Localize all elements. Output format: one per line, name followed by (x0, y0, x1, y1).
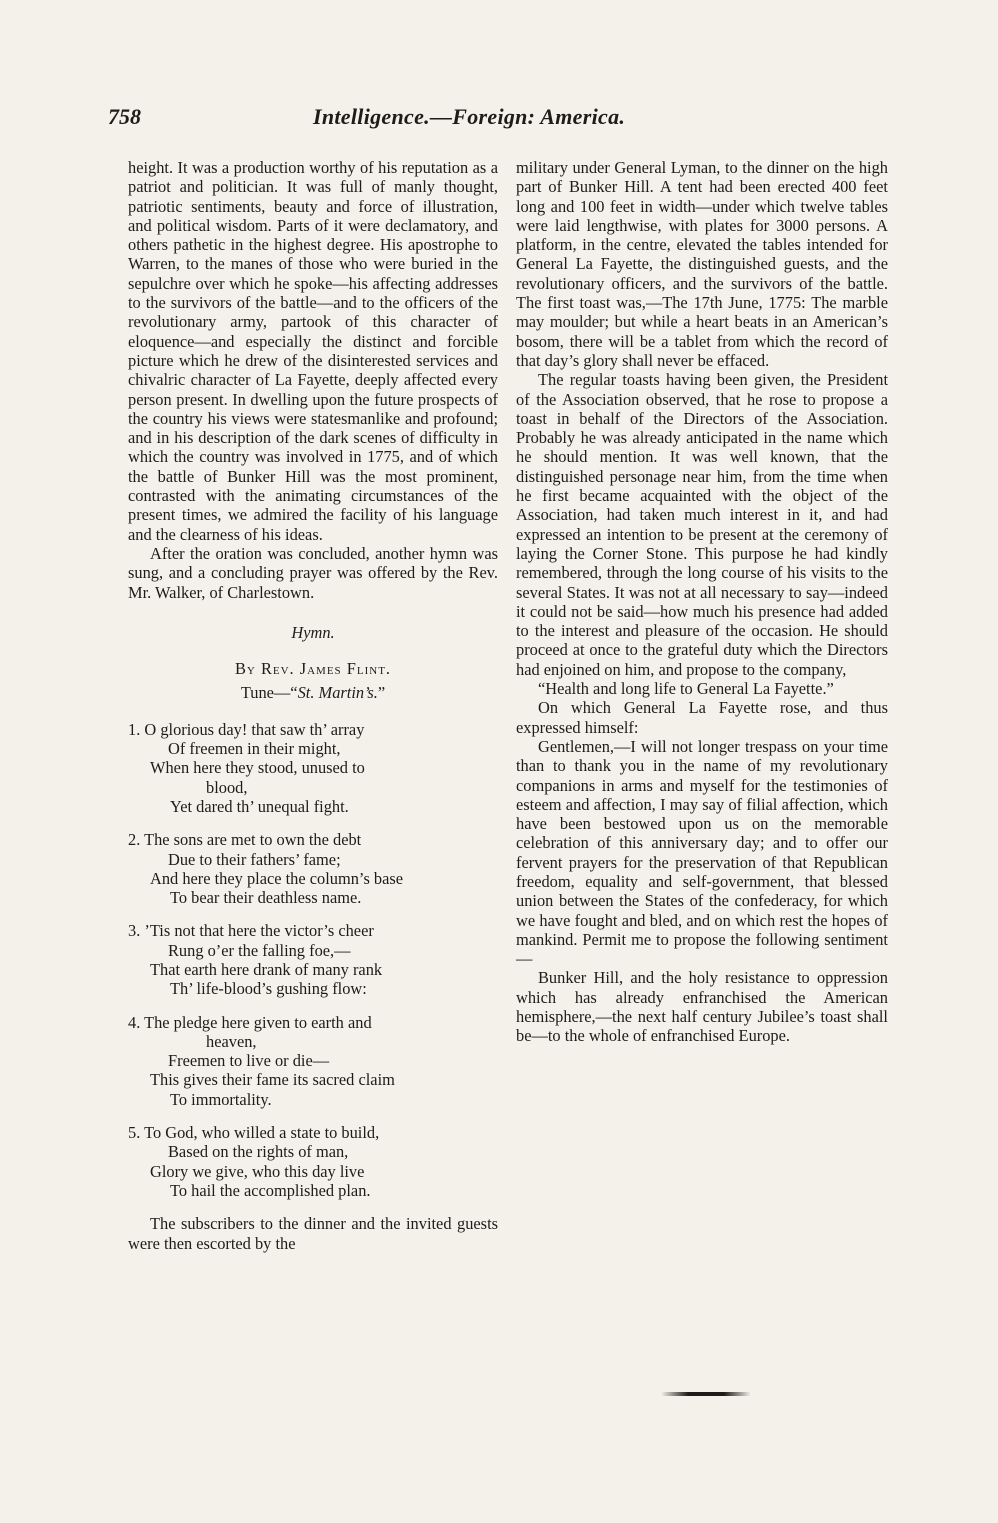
stanza-line: 1. O glorious day! that saw th’ array (128, 719, 365, 739)
hymn-author: By Rev. James Flint. (234, 659, 392, 679)
closing-rule (661, 1392, 751, 1396)
stanza-line: To hail the accomplished plan. (170, 1180, 371, 1200)
stanza-line: Due to their fathers’ fame; (168, 849, 341, 869)
stanza-line: Th’ life-blood’s gushing flow: (170, 979, 367, 999)
hymn-stanza-4 (128, 1013, 498, 1109)
stanza-line: 4. The pledge here given to earth and (128, 1012, 372, 1032)
hymn-stanza-3 (128, 921, 498, 998)
stanza-line: Of freemen in their might, (168, 739, 341, 759)
stanza-line: Based on the rights of man, (168, 1142, 349, 1162)
sentiment-paragraph: Bunker Hill, and the holy resistance to oppression which has already enfranchised the American hemisphere,—the next half century Jubilee’s toast shall be—to the whole of enfranchised Europe. (516, 968, 888, 1046)
page-number: 758 (108, 104, 141, 129)
dinner-paragraph: military under General Lyman, to the dinner on the high part of Bunker Hill. A tent had been erected 400 feet long and 100 feet in width—under which twelve tables were laid lengthwise, with plates for 3000 persons. A platform, in the centre, elevated the tables intended for General La Fayette, the distinguished guests, and the revolutionary officers, and the survivors of the battle. The first toast was,—The 17th June, 1775: The marble may moulder; but while a heart beats in an American’s bosom, there will be a tablet from which the record of that day’s glory shall never be effaced. (516, 158, 888, 370)
stanza-line: Glory we give, who this day live (150, 1161, 365, 1181)
stanza-line: To immortality. (170, 1089, 272, 1109)
oration-paragraph: height. It was a production worthy of his reputation as a patriot and politician. It was full of manly thought, patriotic sentiments, beauty and force of illustration, and political wisdom. Parts of it were declamatory, and others pathetic in the highest degree. His apostrophe to Warren, to the manes of those who were buried in the sepulchre over which he spoke—his affecting addresses to the survivors of the battle—and to the officers of the revolutionary army, partook of this character of eloquence—and especially the distinct and forcible picture which he drew of the disinterested services and chivalric character of La Fayette, deeply affected every person present. In dwelling upon the future prospects of the country his views were statesmanlike and profound; and in his description of the dark scenes of difficulty in which the country was involved in 1775, and of which the battle of Bunker Hill was the most prominent, contrasted with the animating circumstances of the present times, we admired the facility of his language and the clearness of his ideas. (128, 158, 498, 544)
stanza-line: 3. ’Tis not that here the victor’s cheer (128, 921, 374, 941)
subscribers-paragraph: The subscribers to the dinner and the invited guests were then escorted by the (128, 1214, 498, 1253)
hymn-title: Hymn. (291, 622, 335, 642)
stanza-line: When here they stood, unused to (150, 758, 365, 778)
hymn-tune-suffix: ” (377, 683, 386, 703)
stanza-line: That earth here drank of many rank (150, 959, 383, 979)
page-header (108, 104, 883, 144)
toast-paragraph: “Health and long life to General La Fayette.” (538, 679, 834, 699)
hymn-tune-name: St. Martin’s. (297, 683, 378, 703)
stanza-line: Rung o’er the falling foe,— (168, 940, 351, 960)
stanza-line: 2. The sons are met to own the debt (128, 830, 362, 850)
stanza-line: 5. To God, who willed a state to build, (128, 1123, 380, 1143)
right-column (516, 158, 888, 1046)
hymn-stanza-5 (128, 1123, 498, 1200)
hymn-tune-prefix: Tune—“ (240, 683, 298, 703)
stanza-line: heaven, (206, 1031, 257, 1051)
running-head: Intelligence.—Foreign: America. (313, 104, 626, 129)
lafayette-speech-paragraph: Gentlemen,—I will not longer trespass on your time than to thank you in the name of my revolutionary companions in arms and myself for the testimonies of esteem and affection, I may say of filial affection, which have been bestowed upon us on the memorable celebration of this anniversary day; and to offer our fervent prayers for the preservation of that Republican freedom, equality and self-government, that blessed union between the States of the confederacy, for which we have fought and bled, and on which rest the hopes of mankind. Permit me to propose the following sentiment— (516, 736, 888, 969)
stanza-line: This gives their fame its sacred claim (150, 1070, 395, 1090)
after-oration-paragraph: After the oration was concluded, another hymn was sung, and a concluding prayer was offered by the Rev. Mr. Walker, of Charlestown. (128, 543, 498, 602)
stanza-line: To bear their deathless name. (170, 888, 362, 908)
left-column (128, 158, 498, 1253)
lafayette-rose-paragraph: On which General La Fayette rose, and thus expressed himself: (516, 698, 888, 737)
stanza-line: And here they place the column’s base (150, 868, 404, 888)
stanza-line: Freemen to live or die— (168, 1051, 330, 1071)
stanza-line: blood, (206, 777, 248, 797)
stanza-line: Yet dared th’ unequal fight. (170, 796, 349, 816)
hymn-stanza-2 (128, 830, 498, 907)
hymn-stanza-1 (128, 720, 498, 816)
president-paragraph: The regular toasts having been given, the President of the Association observed, that he rose to propose a toast in behalf of the Directors of the Association. Probably he was already anticipated in the name which he should mention. It was well known, that the distinguished personage near him, from the time when he first became acquainted with the object of the Association, had taken much interest in it, and had expressed an intention to be present at the ceremony of laying the Corner Stone. This purpose he had kindly remembered, through the long course of his visits to the several States. It was not at all necessary to say—indeed it could not be said—how much his presence had added to the interest and pleasure of the occasion. He should proceed at once to the grateful duty which the Directors had enjoined on him, and propose to the company, (516, 370, 888, 679)
hymn-tune (128, 683, 498, 702)
